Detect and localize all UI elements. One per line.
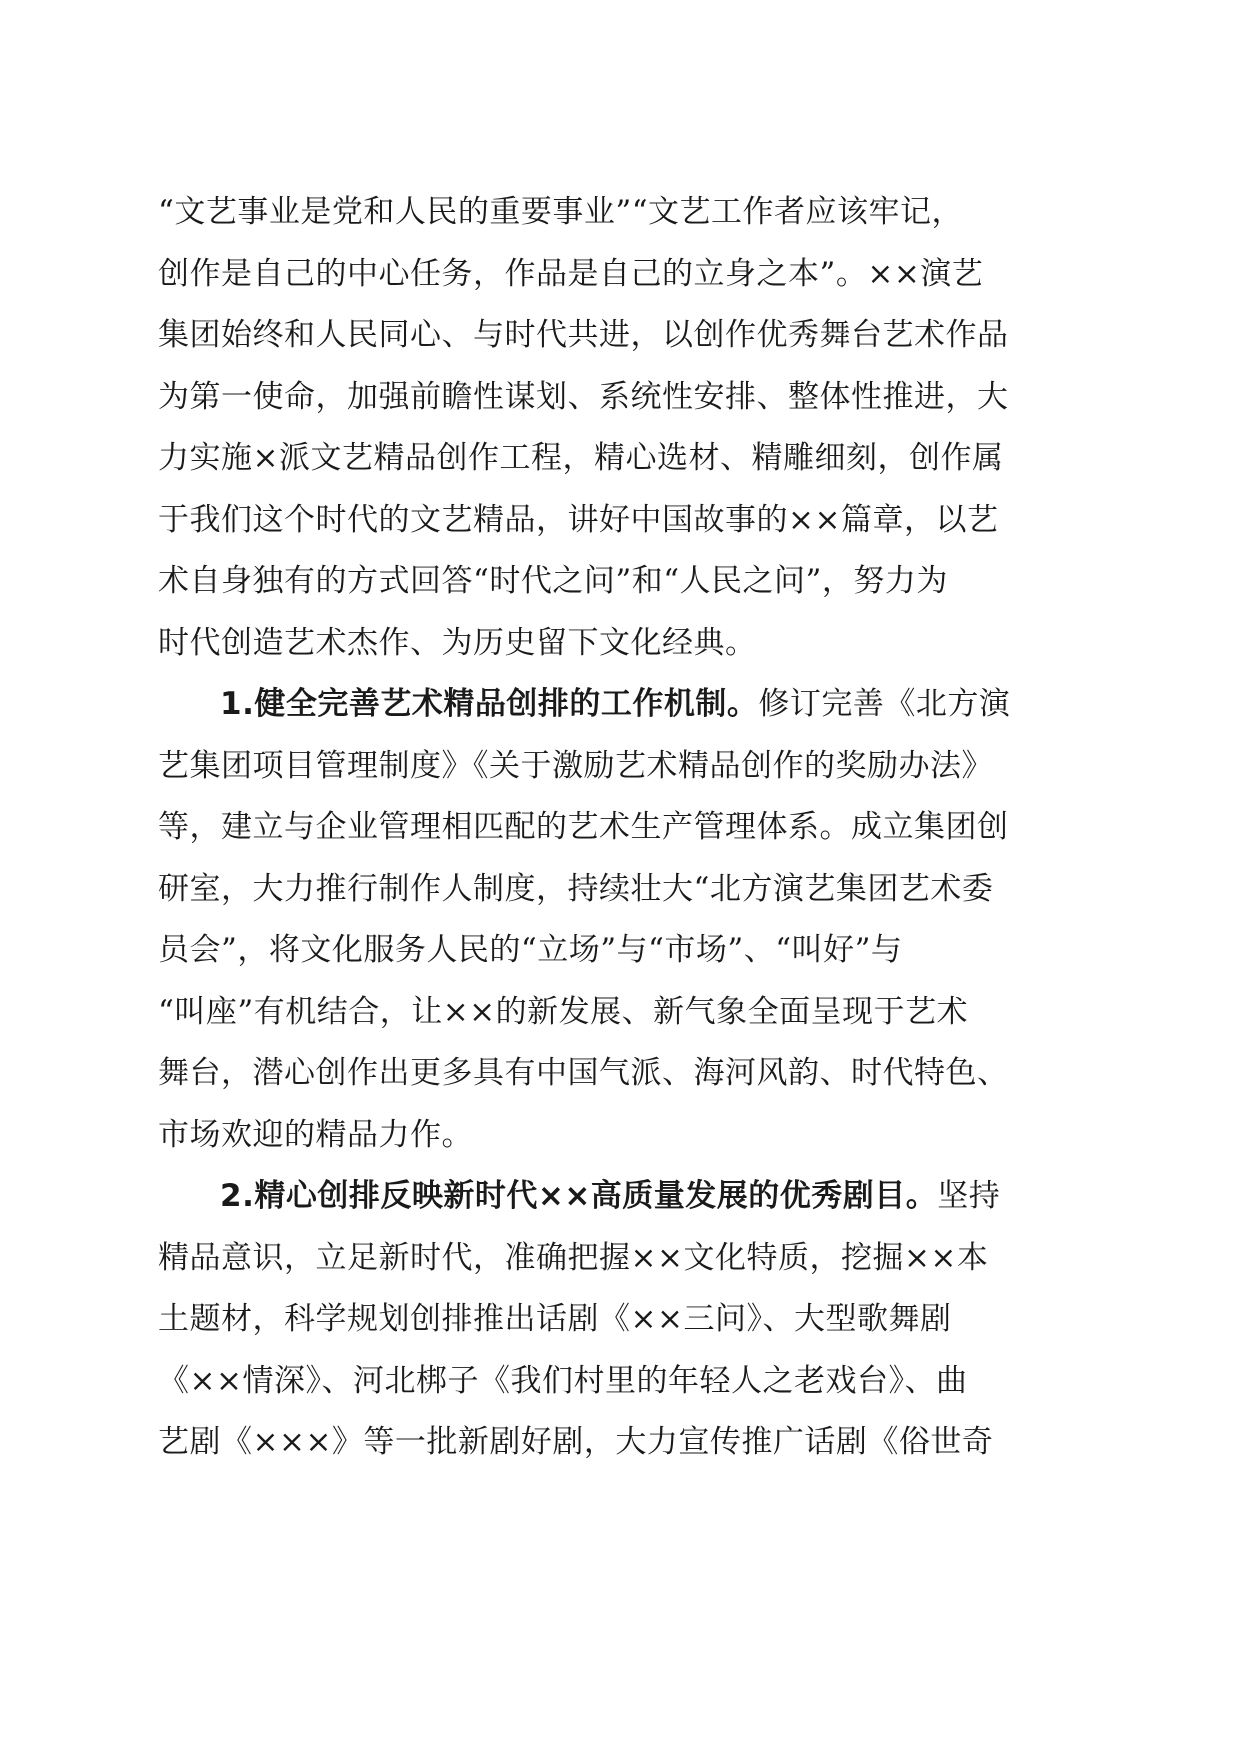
paragraph-intro: [158, 182, 1054, 674]
section-first-line-text: 修订完善《北方演: [758, 686, 1011, 722]
text-line: 艺剧《×××》等一批新剧好剧，大力宣传推广话剧《俗世奇: [158, 1424, 994, 1460]
document-body: [158, 182, 1054, 1474]
section-first-line: [158, 674, 1054, 736]
text-line: 术自身独有的方式回答“时代之问”和“人民之问”，努力为: [158, 563, 948, 599]
text-line: 力实施×派文艺精品创作工程，精心选材、精雕细刻，创作属: [158, 440, 1004, 476]
text-line: “文艺事业是党和人民的重要事业”“文艺工作者应该牢记，: [158, 194, 964, 230]
text-line: 于我们这个时代的文艺精品，讲好中国故事的××篇章，以艺: [158, 501, 999, 538]
text-line: 精品意识，立足新时代，准确把握××文化特质，挖掘××本: [158, 1239, 989, 1276]
section-first-line-text: 坚持: [937, 1178, 1001, 1214]
text-line: 《××情深》、河北梆子《我们村里的年轻人之老戏台》、曲: [158, 1362, 968, 1399]
text-line: 舞台，潜心创作出更多具有中国气派、海河风韵、时代特色、: [158, 1055, 1009, 1091]
section-heading: 2.精心创排反映新时代××高质量发展的优秀剧目。: [220, 1178, 938, 1214]
text-line: 创作是自己的中心任务，作品是自己的立身之本”。××演艺: [158, 255, 984, 292]
text-line: 时代创造艺术杰作、为历史留下文化经典。: [158, 624, 757, 661]
text-line: 土题材，科学规划创排推出话剧《××三问》、大型歌舞剧: [158, 1301, 952, 1337]
text-line: 艺集团项目管理制度》《关于激励艺术精品创作的奖励办法》: [158, 747, 993, 784]
text-line: “叫座”有机结合，让××的新发展、新气象全面呈现于艺术: [158, 993, 969, 1030]
text-line: 等，建立与企业管理相匹配的艺术生产管理体系。成立集团创: [158, 809, 1009, 845]
text-line: 为第一使命，加强前瞻性谋划、系统性安排、整体性推进，大: [158, 378, 1009, 415]
text-line: 研室，大力推行制作人制度，持续壮大“北方演艺集团艺术委: [158, 870, 994, 907]
paragraph-section-2: [158, 1166, 1054, 1474]
text-line: 集团始终和人民同心、与时代共进，以创作优秀舞台艺术作品: [158, 317, 1009, 353]
paragraph-section-1: [158, 674, 1054, 1166]
section-first-line: [158, 1166, 1054, 1228]
text-line: 市场欢迎的精品力作。: [158, 1116, 473, 1153]
section-heading: 1.健全完善艺术精品创排的工作机制。: [220, 686, 759, 722]
text-line: 员会”，将文化服务人民的“立场”与“市场”、“叫好”与: [158, 932, 903, 968]
